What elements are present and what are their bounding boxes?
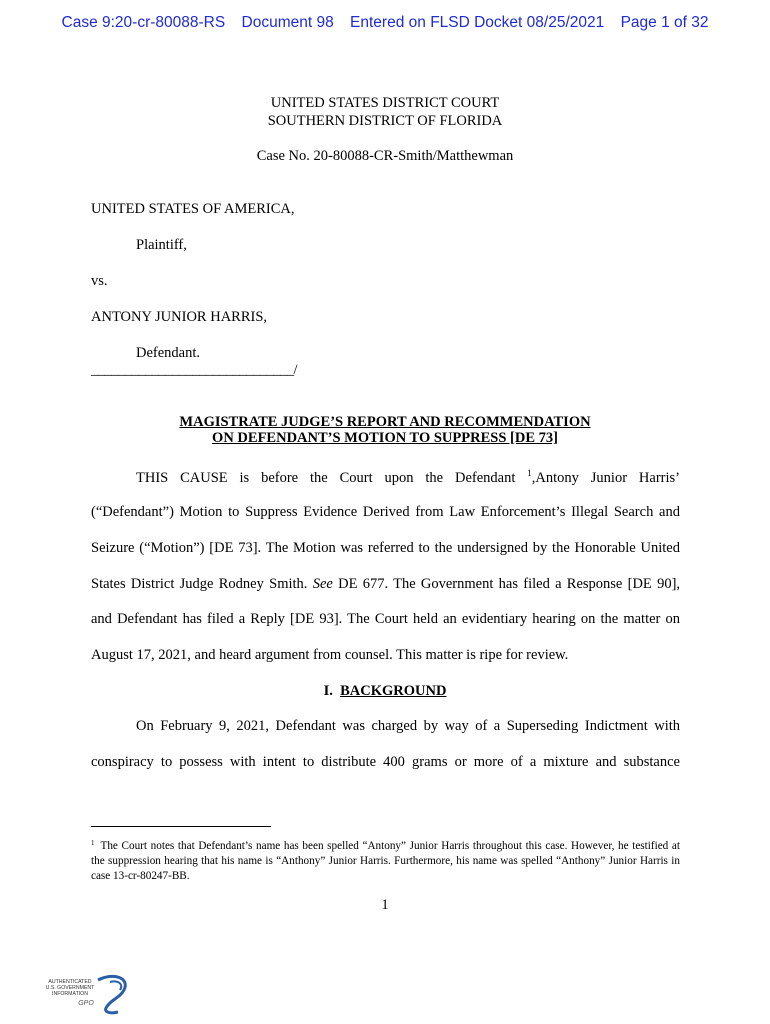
paragraph2-line2: conspiracy to possess with intent to distribute 400 grams or more of a mixture and substance: [91, 754, 680, 770]
paragraph1-line5: and Defendant has filed a Reply [DE 93]. The Court held an evidentiary hearing on the matter on: [91, 611, 680, 627]
see-signal: See: [312, 576, 333, 592]
paragraph1-line4: [91, 576, 680, 593]
docket-header: [0, 14, 770, 32]
plaintiff-role: Plaintiff,: [136, 237, 187, 253]
gpo-mark: GPO: [78, 1000, 94, 1007]
plaintiff-name: UNITED STATES OF AMERICA,: [91, 201, 295, 217]
section-number: I.: [323, 683, 333, 699]
footnote-reference: 1: [527, 468, 532, 478]
paragraph1-line2: (“Defendant”) Motion to Suppress Evidence Derived from Law Enforcement’s Illegal Search and: [91, 504, 680, 520]
report-title-line1: MAGISTRATE JUDGE’S REPORT AND RECOMMENDATION: [179, 414, 591, 430]
gpo-logo-line3: INFORMATION: [52, 991, 88, 997]
paragraph2-line1: On February 9, 2021, Defendant was charged by way of a Superseding Indictment with: [136, 718, 680, 734]
case-number: Case No. 20-80088-CR-Smith/Matthewman: [256, 148, 514, 164]
signature-line: ______________________________/: [91, 362, 298, 378]
court-caption: [0, 94, 770, 130]
paragraph1-line1-name: ,Antony Junior Harris’: [531, 470, 680, 486]
footnote-text: The Court notes that Defendant’s name has been spelled “Antony” Junior Harris throughout this case. However, he testified at the suppression hearing that his name is “Anthony” Junior Harris. Furthermore, his name was spelled “Anthony” Junior Harris in case 13-cr-80247-BB.: [91, 840, 680, 882]
paragraph1-line1: [136, 468, 680, 487]
defendant-name: ANTONY JUNIOR HARRIS,: [91, 309, 268, 325]
paragraph1-line6: August 17, 2021, and heard argument from counsel. This matter is ripe for review.: [91, 647, 569, 663]
docket-page-count: Page 1 of 32: [620, 14, 709, 31]
report-title-line2: ON DEFENDANT’S MOTION TO SUPPRESS [DE 73]: [212, 430, 558, 446]
paragraph1-line4-text: States District Judge Rodney Smith.: [91, 576, 308, 592]
court-district: SOUTHERN DISTRICT OF FLORIDA: [267, 113, 503, 129]
docket-document-number: Document 98: [241, 14, 334, 31]
paragraph1-line4-rest: DE 677. The Government has filed a Response [DE 90],: [338, 576, 681, 592]
section-title: BACKGROUND: [340, 683, 447, 699]
paragraph1-line3: Seizure (“Motion”) [DE 73]. The Motion was referred to the undersigned by the Honorable United: [91, 540, 680, 556]
defendant-role: Defendant.: [136, 345, 201, 361]
docket-entered-date: Entered on FLSD Docket 08/25/2021: [350, 14, 605, 31]
footnote-divider: [91, 826, 271, 827]
section-heading-background: [0, 683, 770, 700]
page-number: 1: [381, 897, 389, 913]
versus-label: vs.: [91, 273, 108, 289]
footnote: [91, 836, 680, 884]
report-title: [0, 414, 770, 446]
paragraph1-line1-text: THIS CAUSE is before the Court upon the Defendant: [136, 470, 516, 486]
court-name: UNITED STATES DISTRICT COURT: [270, 95, 500, 111]
gpo-logo-line2: U.S. GOVERNMENT: [45, 985, 95, 991]
eagle-wing-icon: [110, 981, 121, 990]
gpo-logo-line1: AUTHENTICATED: [48, 979, 92, 985]
footnote-number: 1: [91, 839, 95, 847]
docket-case-number: Case 9:20-cr-80088-RS: [61, 14, 226, 31]
gpo-authenticated-logo: [40, 972, 140, 1016]
